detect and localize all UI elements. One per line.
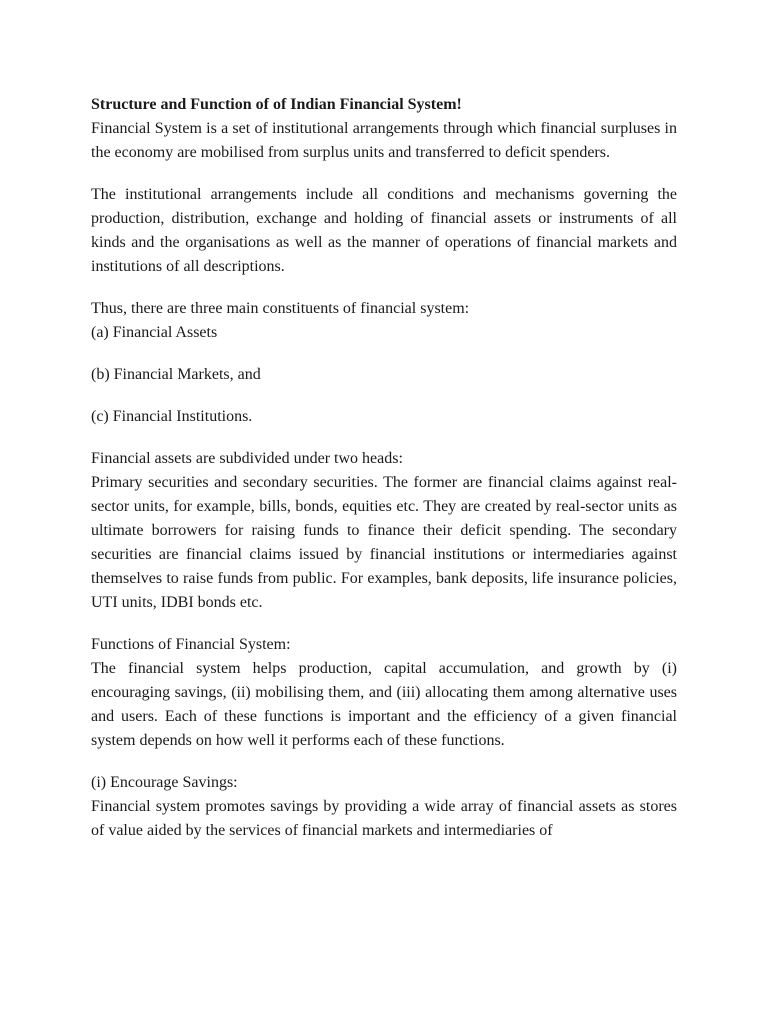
- savings-heading: (i) Encourage Savings:: [91, 774, 238, 791]
- assets-heading: Financial assets are subdivided under two heads:: [91, 450, 403, 467]
- paragraph-savings: Financial system promotes savings by providing a wide array of financial assets as stores of value aided by the services of financial markets and intermediaries of: [91, 798, 677, 839]
- paragraph-functions: The financial system helps production, capital accumulation, and growth by (i) encouraging savings, (ii) mobilising them, and (iii) allocating them among alternative uses and users. Each of these functions is important and the efficiency of a given financial system depends on how well it performs each of these functions.: [91, 660, 677, 749]
- functions-heading: Functions of Financial System:: [91, 636, 291, 653]
- constituents-intro: Thus, there are three main constituents of financial system:: [91, 300, 470, 317]
- constituent-item-a: (a) Financial Assets: [91, 324, 218, 341]
- document-page: [91, 93, 677, 843]
- document-title: Structure and Function of of Indian Financial System!: [91, 96, 462, 113]
- constituent-item-b: (b) Financial Markets, and: [91, 366, 261, 383]
- constituent-item-c: (c) Financial Institutions.: [91, 408, 253, 425]
- paragraph-definition: Financial System is a set of institutional arrangements through which financial surpluses in the economy are mobilised from surplus units and transferred to deficit spenders.: [91, 120, 677, 161]
- paragraph-arrangements: The institutional arrangements include all conditions and mechanisms governing the production, distribution, exchange and holding of financial assets or instruments of all kinds and the organisations as well as the manner of operations of financial markets and institutions of all descriptions.: [91, 186, 677, 275]
- paragraph-assets: Primary securities and secondary securities. The former are financial claims against real-sector units, for example, bills, bonds, equities etc. They are created by real-sector units as ultimate borrowers for raising funds to finance their deficit spending. The secondary securities are financial claims issued by financial institutions or intermediaries against themselves to raise funds from public. For examples, bank deposits, life insurance policies, UTI units, IDBI bonds etc.: [91, 474, 677, 611]
